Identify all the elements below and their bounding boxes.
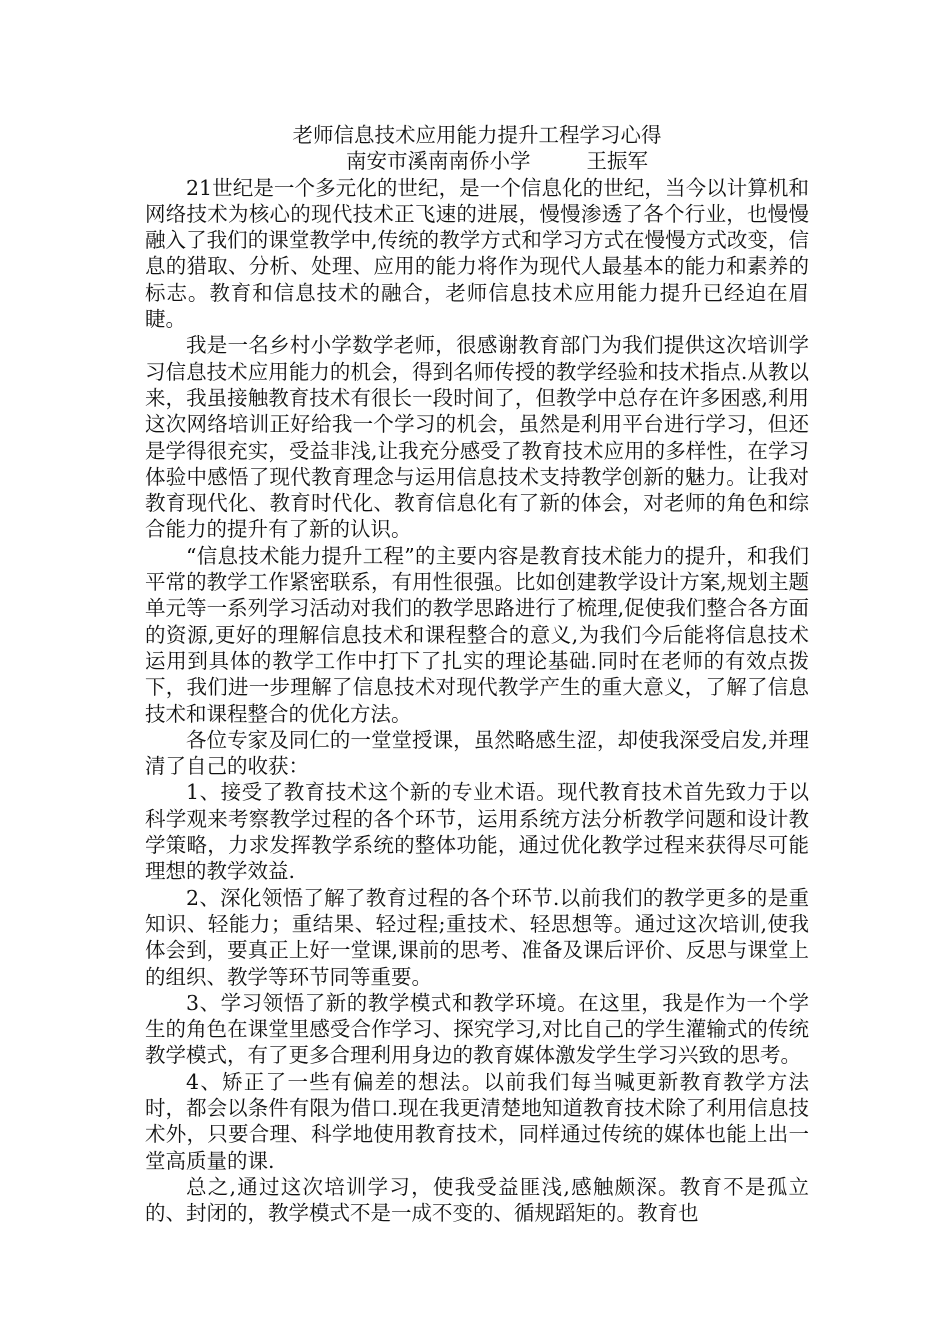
paragraph-6: 2、深化领悟了解了教育过程的各个环节.以前我们的教学更多的是重知识、轻能力；重结果、轻过程;重技术、轻思想等。通过这次培训,使我体会到，要真正上好一堂课,课前的思考、准备及课后评价、反思与课堂上的组织、教学等环节同等重要。 [145,885,809,989]
paragraph-2: 我是一名乡村小学数学老师，很感谢教育部门为我们提供这次培训学习信息技术应用能力的机会，得到名师传授的教学经验和技术指点.从教以来，我虽接触教育技术有很长一段时间了，但教学中总存在许多困惑,利用这次网络培训正好给我一个学习的机会，虽然是利用平台进行学习，但还是学得很充实，受益非浅,让我充分感受了教育技术应用的多样性，在学习体验中感悟了现代教育理念与运用信息技术支持教学创新的魅力。让我对教育现代化、教育时代化、教育信息化有了新的体会，对老师的角色和综合能力的提升有了新的认识。 [145,333,809,542]
document-page [145,122,809,1226]
paragraph-1: 21世纪是一个多元化的世纪，是一个信息化的世纪，当今以计算机和网络技术为核心的现代技术正飞速的进展，慢慢渗透了各个行业，也慢慢融入了我们的课堂教学中,传统的教学方式和学习方式在慢慢方式改变，信息的猎取、分析、处理、应用的能力将作为现代人最基本的能力和素养的标志。教育和信息技术的融合，老师信息技术应用能力提升已经迫在眉睫。 [145,175,809,332]
document-title: 老师信息技术应用能力提升工程学习心得 [292,123,662,147]
paragraph-8: 4、矫正了一些有偏差的想法。以前我们每当喊更新教育教学方法时，都会以条件有限为借口.现在我更清楚地知道教育技术除了利用信息技术外，只要合理、科学地使用教育技术，同样通过传统的媒体也能上出一堂高质量的课. [145,1069,809,1173]
paragraph-9: 总之,通过这次培训学习，使我受益匪浅,感触颇深。教育不是孤立的、封闭的，教学模式不是一成不变的、循规蹈矩的。教育也 [145,1174,809,1226]
paragraph-4: 各位专家及同仁的一堂堂授课，虽然略感生涩，却使我深受启发,并理清了自己的收获： [145,727,809,779]
paragraph-7: 3、学习领悟了新的教学模式和教学环境。在这里，我是作为一个学生的角色在课堂里感受合作学习、探究学习,对比自己的学生灌输式的传统教学模式，有了更多合理利用身边的教育媒体激发学生学习兴致的思考。 [145,990,809,1068]
author-name: 王振军 [586,149,648,174]
school-name: 南安市溪南南侨小学 [346,149,531,174]
author-line [145,148,809,174]
paragraph-5: 1、接受了教育技术这个新的专业术语。现代教育技术首先致力于以科学观来考察教学过程的各个环节，运用系统方法分析教学问题和设计教学策略，力求发挥教学系统的整体功能，通过优化教学过程来获得尽可能理想的教学效益. [145,780,809,884]
paragraph-3: “信息技术能力提升工程”的主要内容是教育技术能力的提升，和我们平常的教学工作紧密联系，有用性很强。比如创建教学设计方案,规划主题单元等一系列学习活动对我们的教学思路进行了梳理,促使我们整合各方面的资源,更好的理解信息技术和课程整合的意义,为我们今后能将信息技术运用到具体的教学工作中打下了扎实的理论基础.同时在老师的有效点拨下，我们进一步理解了信息技术对现代教学产生的重大意义，了解了信息技术和课程整合的优化方法。 [145,543,809,726]
